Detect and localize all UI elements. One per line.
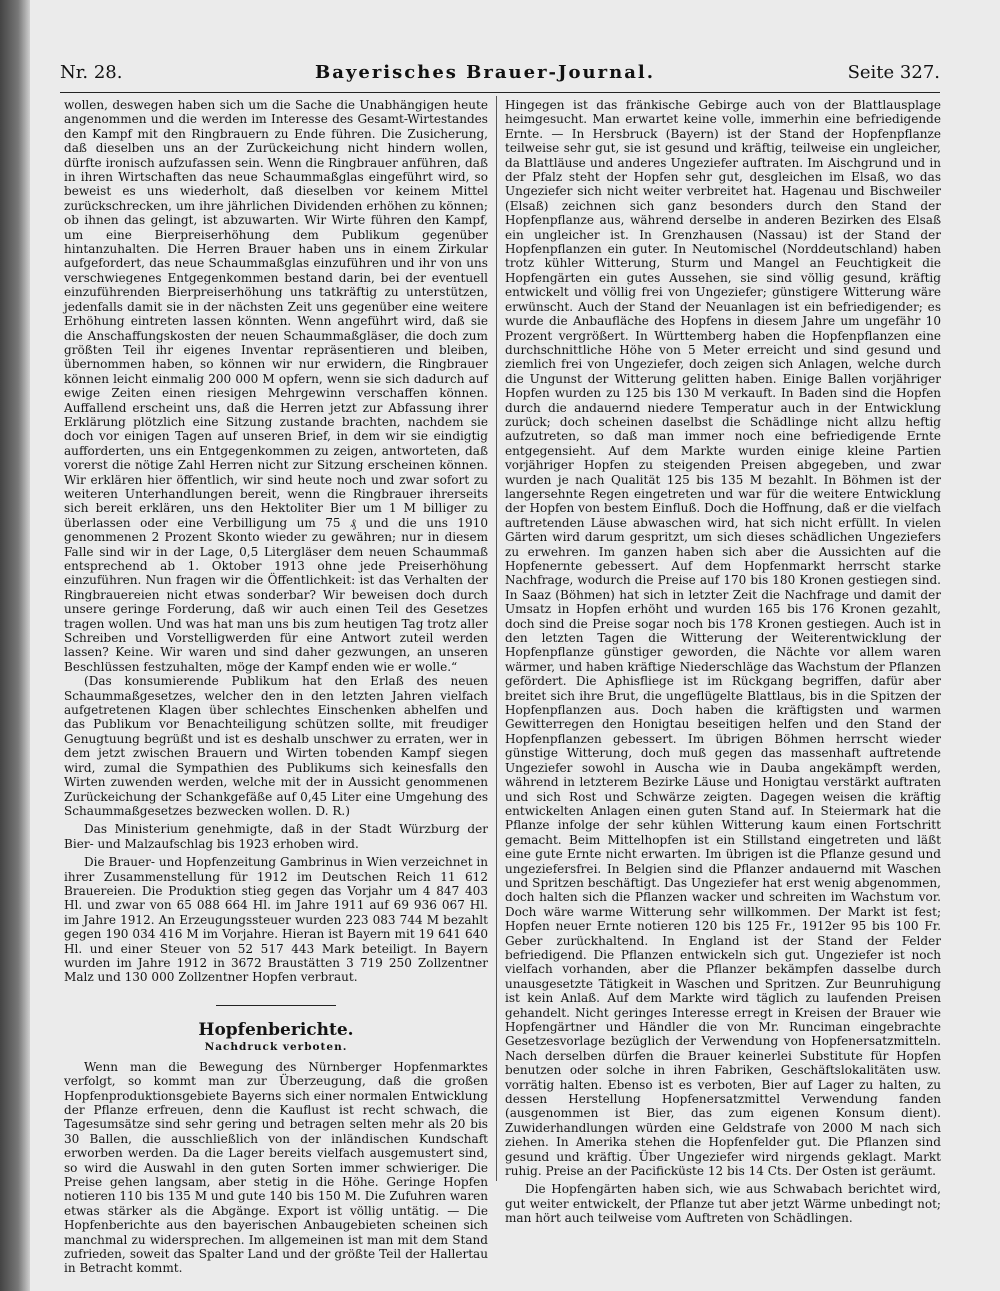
left-column	[64, 98, 488, 1276]
page-number: Seite 327.	[847, 62, 940, 83]
paragraph: (Das konsumierende Publikum hat den Erlaß des neuen Schaummaßgesetzes, welcher den in den letzten Jahren vielfach aufgetretenen Klagen über schlechtes Einschenken abhelfen und das Publikum vor Benachteiligung schützen sollte, mit freudiger Genugtuung begrüßt und ist es deshalb unschwer zu erraten, wer in dem jetzt zwischen Brauern und Wirten tobenden Kampf siegen wird, zumal die Sympathien des Publikums sich keinesfalls den Wirten zuwenden werden, welche mit der in Aussicht genommenen Zurückeichung der Schankgefäße auf 0,45 Liter eine Umgehung des Schaummaßgesetzes bezwecken wollen. D. R.)	[64, 674, 488, 818]
right-column	[505, 98, 941, 1226]
paragraph: Wenn man die Bewegung des Nürnberger Hopfenmarktes verfolgt, so kommt man zur Überzeugung, daß die großen Hopfenproduktionsgebiete Bayerns sich einer normalen Entwicklung der Pflanze erfreuen, denn die Kauflust ist recht schwach, die Tagesumsätze sind sehr gering und betragen selten mehr als 20 bis 30 Ballen, die ausschließlich von der inländischen Kundschaft erworben werden. Da die Lager bereits vielfach ausgemustert sind, so wird die Auswahl in den guten Sorten immer schwieriger. Die Preise gehen langsam, aber stetig in die Höhe. Geringe Hopfen notieren 110 bis 135 M und gute 140 bis 150 M. Die Zufuhren waren etwas stärker als die Abgänge. Export ist völlig untätig. — Die Hopfenberichte aus den bayerischen Anbaugebieten scheinen sich manchmal zu widersprechen. Im allgemeinen ist man mit dem Stand zufrieden, soweit das Spalter Land und der größte Teil der Hallertau in Betracht kommt.	[64, 1059, 488, 1276]
paragraph: Das Ministerium genehmigte, daß in der Stadt Würzburg der Bier- und Malzaufschlag bis 1923 erhoben wird.	[64, 822, 488, 851]
section-divider	[216, 1005, 336, 1006]
paragraph: wollen, deswegen haben sich um die Sache die Unabhängigen heute angenommen und die werden im Interesse des Gesamt-Wirtestandes den Kampf mit den Ringbrauern zu Ende führen. Die Zusicherung, daß dieselben uns an der Zurückeichung nicht hindern wollen, dürfte ironisch aufzufassen sein. Wenn die Ringbrauer anführen, daß in ihren Wirtschaften das neue Schaummaßglas eingeführt wird, so beweist es uns wiederholt, daß dieselben vor keinem Mittel zurückschrecken, um ihre jährlichen Dividenden erhöhen zu können; ob ihnen das gelingt, ist abzuwarten. Wir Wirte führen den Kampf, um eine Bierpreiserhöhung dem Publikum gegenüber hintanzuhalten. Die Herren Brauer haben uns in einem Zirkular aufgefordert, das neue Schaummaßglas einzuführen und ihr von uns verschwiegenes Entgegenkommen bestand darin, bei der eventuell einzuführenden Bierpreiserhöhung uns tatkräftig zu unterstützen, jedenfalls damit sie in der nächsten Zeit uns gegenüber eine weitere Erhöhung eintreten lassen könnten. Wenn angeführt wird, daß sie die Anschaffungskosten der neuen Schaummaßgläser, die doch zum größten Teil ihr eigenes Inventar repräsentieren und bleiben, übernommen haben, so können wir nur erwidern, die Ringbrauer können leicht einmalig 200 000 M opfern, wenn sie sich dadurch auf ewige Zeiten einen riesigen Mehrgewinn verschaffen können. Auffallend erscheint uns, daß die Herren jetzt zur Abfassung ihrer Erklärung plötzlich eine Sitzung zustande brachten, nachdem sie doch vor einigen Tagen auf unseren Brief, in dem wir sie eindigtig aufforderten, uns ein Entgegenkommen zu zeigen, antworteten, daß vorerst die nötige Zahl Herren nicht zur Sitzung erscheinen können. Wir erklären hier öffentlich, wir sind heute noch und zwar sofort zu weiteren Unterhandlungen bereit, wenn die Ringbrauer ihrerseits sich bereit erklären, uns den Hektoliter Bier um 1 M billiger zu überlassen oder eine Verbilligung um 75 ₰ und die uns 1910 genommenen 2 Prozent Skonto wieder zu gewähren; nur in diesem Falle sind wir in der Lage, 0,5 Litergläser dem neuen Schaummaß entsprechend ab 1. Oktober 1913 ohne jede Preiserhöhung einzuführen. Nun fragen wir die Öffentlichkeit: ist das Verhalten der Ringbrauereien nicht etwas sonderbar? Wir beweisen doch durch unsere geringe Forderung, daß wir auch einen Teil des Gesetzes tragen wollen. Und was hat man uns bis zum heutigen Tag trotz aller Schreiben und Vorstelligwerden für eine Antwort zuteil werden lassen? Keine. Wir waren und sind daher gezwungen, an unseren Beschlüssen festzuhalten, möge der Kampf enden wie er wolle.“	[64, 98, 488, 674]
book-spine	[0, 0, 30, 1291]
paragraph: Die Brauer- und Hopfenzeitung Gambrinus in Wien verzeichnet in ihrer Zusammenstellung für 1912 im Deutschen Reich 11 612 Brauereien. Die Produktion stieg gegen das Vorjahr um 4 847 403 Hl. und zwar von 65 088 664 Hl. im Jahre 1911 auf 69 936 067 Hl. im Jahre 1912. An Erzeugungssteuer wurden 223 083 744 M bezahlt gegen 190 034 416 M im Vorjahre. Hieran ist Bayern mit 19 641 640 Hl. und einer Steuer von 52 517 443 Mark beteiligt. In Bayern wurden im Jahre 1912 in 3672 Braustätten 3 719 250 Zollzentner Malz und 130 000 Zollzentner Hopfen verbraut.	[64, 855, 488, 985]
paragraph: Die Hopfengärten haben sich, wie aus Schwabach berichtet wird, gut weiter entwickelt, der Pflanze tut aber jetzt Wärme unbedingt not; man hört auch teilweise vom Auftreten von Schädlingen.	[505, 1182, 941, 1226]
issue-number: Nr. 28.	[60, 62, 123, 83]
column-separator	[496, 96, 497, 1181]
section-title: Hopfenberichte.	[198, 1019, 354, 1040]
journal-title: Bayerisches Brauer-Journal.	[315, 62, 655, 83]
journal-page	[30, 0, 1000, 1291]
paragraph: Hingegen ist das fränkische Gebirge auch von der Blattlausplage heimgesucht. Man erwartet keine volle, immerhin eine befriedigende Ernte. — In Hersbruck (Bayern) ist der Stand der Hopfenpflanze teilweise sehr gut, sie ist gesund und kräftig, teilweise ein ungleicher, da Blattläuse und anderes Ungeziefer auftraten. Im Aischgrund und in der Pfalz steht der Hopfen sehr gut, desgleichen im Elsaß, wo das Ungeziefer sich nicht weiter verbreitet hat. Hagenau und Bischweiler (Elsaß) zeichnen sich ganz besonders durch den Stand der Hopfenpflanze aus, während derselbe in anderen Bezirken des Elsaß ein ungleicher ist. In Grenzhausen (Nassau) ist der Stand der Hopfenpflanzen ein guter. In Neutomischel (Norddeutschland) haben trotz kühler Witterung, Sturm und Mangel an Feuchtigkeit die Hopfengärten ein gutes Aussehen, sie sind völlig gesund, kräftig entwickelt und völlig frei von Ungeziefer; günstigere Witterung wäre erwünscht. Auch der Stand der Neuanlagen ist ein befriedigender; es wurde die Anbaufläche des Hopfens in diesem Jahre um ungefähr 10 Prozent vergrößert. In Württemberg haben die Hopfenpflanzen eine durchschnittliche Höhe von 5 Meter erreicht und sind gesund und ziemlich frei von Ungeziefer, doch zeigen sich Anlagen, welche durch die Ungunst der Witterung gelitten haben. Einige Ballen vorjähriger Hopfen wurden zu 125 bis 130 M verkauft. In Baden sind die Hopfen durch die andauernd niedere Temperatur auch in der Entwicklung zurück; doch scheinen daselbst die Schädlinge nicht allzu heftig aufzutreten, so daß man immer noch eine befriedigende Ernte entgegensieht. Auf dem Markte wurden einige kleine Partien vorjähriger Hopfen zu steigenden Preisen abgegeben, und zwar wurden je nach Qualität 125 bis 135 M bezahlt. In Böhmen ist der langersehnte Regen eingetreten und war für die weitere Entwicklung der Hopfen von bestem Einfluß. Doch die Hoffnung, daß er die vielfach auftretenden Läuse abwaschen wird, hat sich nicht erfüllt. In vielen Gärten wird darum gespritzt, um sich dieses schädlichen Ungeziefers zu erwehren. Im ganzen haben sich aber die Aussichten auf die Hopfenernte gebessert. Auf dem Hopfenmarkt herrscht starke Nachfrage, wodurch die Preise auf 170 bis 180 Kronen gestiegen sind. In Saaz (Böhmen) hat sich in letzter Zeit die Nachfrage und damit der Umsatz in Hopfen erhöht und wurden 165 bis 176 Kronen gezahlt, doch sind die Preise sogar noch bis 178 Kronen gestiegen. Auch ist in den letzten Tagen die Witterung der Weiterentwicklung der Hopfenpflanze günstiger geworden, die Nächte vor allem waren wärmer, und haben kräftige Niederschläge das Wachstum der Pflanzen gefördert. Die Aphisfliege ist im Rückgang begriffen, dafür aber breitet sich ihre Brut, die ungeflügelte Blattlaus, bis in die Spitzen der Hopfenpflanzen aus. Doch haben die kräftigsten und warmen Gewitterregen den Honigtau beseitigen helfen und den Stand der Hopfenpflanzen gebessert. Im übrigen Böhmen herrscht wieder günstige Witterung, doch muß gegen das massenhaft auftretende Ungeziefer sowohl in Auscha wie in Dauba angekämpft werden, während in letzterem Bezirke Läuse und Honigtau verstärkt auftraten und sich Rost und Schwärze zeigten. Dagegen weisen die kräftig entwickelten Anlagen einen guten Stand auf. In Steiermark hat die Pflanze infolge der sehr kühlen Witterung kaum einen Fortschritt gemacht. Beim Mittelhopfen ist ein Stillstand eingetreten und läßt eine gute Ernte nicht erwarten. Im übrigen ist die Pflanze gesund und ungeziefersfrei. In Belgien sind die Pflanzer andauernd mit Waschen und Spritzen beschäftigt. Das Ungeziefer hat erst wenig abgenommen, doch halten sich die Pflanzen wacker und schreiten im Wachstum vor. Doch wäre warme Witterung sehr willkommen. Der Markt ist fest; Hopfen neuer Ernte notieren 120 bis 125 Fr., 1912er 95 bis 100 Fr. Geber zurückhaltend. In England ist der Stand der Felder befriedigend. Die Pflanzen entwickeln sich gut. Ungeziefer ist noch vielfach vorhanden, aber die Pflanzer bekämpfen dasselbe durch unausgesetzte Tätigkeit in Waschen und Spritzen. Zur Beunruhigung ist kein Anlaß. Auf dem Markte wird täglich zu laufenden Preisen gehandelt. Nicht geringes Interesse erregt in Kreisen der Brauer wie Hopfengärtner und Händler die von Mr. Runciman eingebrachte Gesetzesvorlage bezüglich der Verwendung von Hopfenersatzmitteln. Nach derselben dürfen die Brauer keinerlei Substitute für Hopfen benutzen oder solche in ihren Fabriken, Geschäftslokalitäten usw. vorrätig halten. Ebenso ist es verboten, Bier auf Lager zu halten, zu dessen Herstellung Hopfenersatzmittel Verwendung fanden (ausgenommen ist Bier, das zum eigenen Konsum dient). Zuwiderhandlungen würden eine Geldstrafe von 2000 M nach sich ziehen. In Amerika stehen die Hopfenfelder gut. Die Pflanzen sind gesund und kräftig. Über Ungeziefer wird nirgends geklagt. Markt ruhig. Preise an der Pacificküste 12 bis 14 Cts. Der Osten ist geräumt.	[505, 98, 941, 1179]
header-rule	[60, 92, 940, 93]
section-subtitle: Nachdruck verboten.	[204, 1040, 348, 1053]
page-header	[60, 62, 940, 88]
